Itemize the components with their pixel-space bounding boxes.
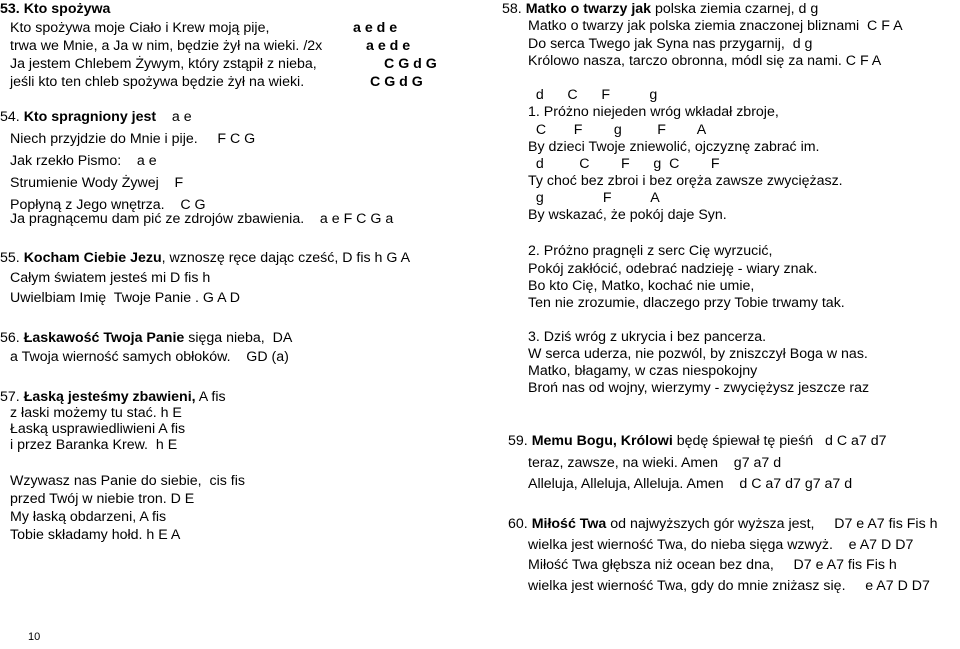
- song-line: By dzieci Twoje zniewolić, ojczyznę zabrać im.: [528, 139, 820, 155]
- song-line: wielka jest wierność Twa, do nieba sięga wzwyż. e A7 D D7: [528, 537, 914, 553]
- song-line: przed Twój w niebie tron. D E: [10, 491, 195, 507]
- song-line: Wzywasz nas Panie do siebie, cis fis: [10, 473, 245, 489]
- song-line: Popłyną z Jego wnętrza. C G: [10, 197, 206, 213]
- chord-line: d C F g: [528, 87, 658, 103]
- song-line: teraz, zawsze, na wieki. Amen g7 a7 d: [528, 455, 782, 471]
- song-58-heading: 58. Matko o twarzy jak polska ziemia czarnej, d g: [502, 1, 819, 17]
- song-line: Całym światem jesteś mi D fis h: [10, 270, 211, 286]
- song-line: Broń nas od wojny, wierzymy - zwyciężysz jeszcze raz: [528, 380, 870, 396]
- song-line: a Twoja wierność samych obłoków. GD (a): [10, 349, 289, 365]
- song-60-heading: 60. Miłość Twa od najwyższych gór wyższa jest, D7 e A7 fis Fis h: [508, 516, 938, 532]
- chord-line: C G d G: [370, 74, 423, 90]
- chord-line: g F A: [528, 190, 660, 206]
- song-line: 2. Próżno pragnęli z serc Cię wyrzucić,: [528, 243, 773, 259]
- song-56-heading: 56. Łaskawość Twoja Panie sięga nieba, DA: [0, 330, 293, 346]
- song-line: Matko, błagamy, w czas niespokojny: [528, 363, 758, 379]
- chord-line: C F g F A: [528, 122, 707, 138]
- song-line: Alleluja, Alleluja, Alleluja. Amen d C a7 d7 g7 a7 d: [528, 476, 853, 492]
- song-57-heading: 57. Łaską jesteśmy zbawieni, A fis: [0, 389, 226, 405]
- song-line: Ja jestem Chlebem Żywym, który zstąpił z nieba,: [10, 56, 317, 72]
- song-line: Niech przyjdzie do Mnie i pije. F C G: [10, 131, 256, 147]
- song-line: Łaską usprawiedliwieni A fis: [10, 421, 186, 437]
- song-line: Ten nie zrozumie, dlaczego przy Tobie trwamy tak.: [528, 295, 845, 311]
- song-line: Kto spożywa moje Ciało i Krew moją pije,: [10, 20, 270, 36]
- song-line: 3. Dziś wróg z ukrycia i bez pancerza.: [528, 329, 767, 345]
- song-line: Pokój zakłócić, odebrać nadzieję - wiary znak.: [528, 261, 818, 277]
- page-number: 10: [28, 631, 41, 643]
- chord-line: a e d e: [366, 38, 411, 54]
- song-59-heading: 59. Memu Bogu, Królowi będę śpiewał tę pieśń d C a7 d7: [508, 433, 887, 449]
- chord-line: d C F g C F: [528, 156, 720, 172]
- song-line: My łaską obdarzeni, A fis: [10, 509, 167, 525]
- song-line: Ja pragnącemu dam pić ze zdrojów zbawienia. a e F C G a: [10, 211, 394, 227]
- song-line: Ty choć bez zbroi i bez oręża zawsze zwyciężasz.: [528, 173, 843, 189]
- song-54-heading: 54. Kto spragniony jest a e: [0, 109, 192, 125]
- song-53-heading: 53. Kto spożywa: [0, 1, 111, 17]
- song-line: 1. Próżno niejeden wróg wkładał zbroje,: [528, 104, 779, 120]
- song-line: Jak rzekło Pismo: a e: [10, 153, 157, 169]
- song-line: Do serca Twego jak Syna nas przygarnij, d g: [528, 36, 813, 52]
- song-55-heading: 55. Kocham Ciebie Jezu, wznoszę ręce dając cześć, D fis h G A: [0, 250, 411, 266]
- song-line: z łaski możemy tu stać. h E: [10, 405, 182, 421]
- song-line: By wskazać, że pokój daje Syn.: [528, 207, 727, 223]
- song-line: Królowo nasza, tarczo obronna, módl się za nami. C F A: [528, 53, 882, 69]
- song-line: Miłość Twa głębsza niż ocean bez dna, D7 e A7 fis Fis h: [528, 557, 897, 573]
- song-line: Uwielbiam Imię Twoje Panie . G A D: [10, 290, 240, 306]
- chord-line: C G d G: [384, 56, 437, 72]
- song-line: W serca uderza, nie pozwól, by zniszczył Boga w nas.: [528, 346, 868, 362]
- song-line: Tobie składamy hołd. h E A: [10, 527, 181, 543]
- song-line: Strumienie Wody Żywej F: [10, 175, 184, 191]
- song-line: wielka jest wierność Twa, gdy do mnie zniżasz się. e A7 D D7: [528, 578, 930, 594]
- song-line: i przez Baranka Krew. h E: [10, 437, 178, 453]
- song-line: trwa we Mnie, a Ja w nim, będzie żył na wieki. /2x: [10, 38, 323, 54]
- song-line: jeśli kto ten chleb spożywa będzie żył na wieki.: [10, 74, 305, 90]
- song-line: Matko o twarzy jak polska ziemia znaczonej bliznami C F A: [528, 18, 903, 34]
- chord-line: a e d e: [353, 20, 398, 36]
- song-line: Bo kto Cię, Matko, kochać nie umie,: [528, 278, 755, 294]
